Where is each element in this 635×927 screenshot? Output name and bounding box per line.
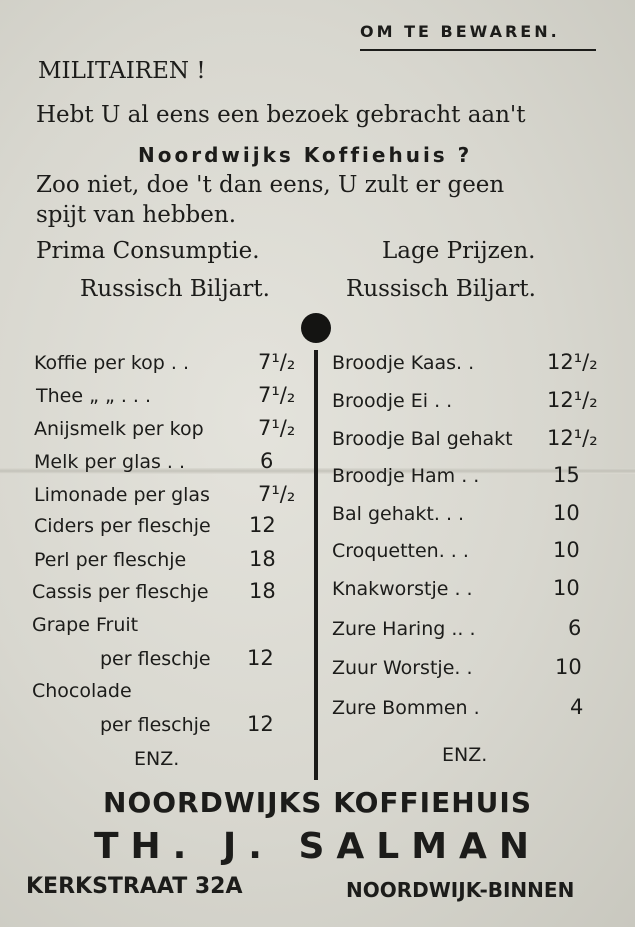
menu-item-name: Melk per glas . .	[34, 451, 186, 473]
header-rule	[360, 49, 596, 51]
menu-item-name: Thee „ „ . . .	[36, 385, 152, 407]
menu-item-name: Perl per fleschje	[34, 549, 187, 571]
menu-item-price: 18	[249, 579, 276, 603]
feature-prima: Prima Consumptie.	[36, 238, 260, 264]
feature-biljart-right: Russisch Biljart.	[346, 276, 536, 302]
menu-item-name: Broodje Bal gehakt	[332, 428, 513, 450]
menu-item-name: Zuur Worstje. .	[332, 657, 473, 679]
menu-item-name: Chocolade	[32, 680, 132, 702]
menu-item-price: 6	[568, 616, 582, 640]
feature-prijzen: Lage Prijzen.	[382, 238, 536, 264]
menu-item-name: Ciders per fleschje	[34, 515, 211, 537]
footer-address: KERKSTRAAT 32A	[26, 874, 243, 899]
menu-item-name: Grape Fruit	[32, 614, 139, 636]
menu-item-name: Knakworstje . .	[332, 578, 473, 600]
footer-business-name: NOORDWIJKS KOFFIEHUIS	[103, 786, 532, 819]
footer-town: NOORDWIJK-BINNEN	[346, 878, 575, 902]
left-enz: ENZ.	[134, 748, 180, 770]
right-enz: ENZ.	[442, 744, 488, 766]
menu-item-price: 10	[553, 576, 580, 600]
menu-item-price: 7¹/₂	[258, 350, 296, 374]
menu-item-price: 4	[570, 695, 584, 719]
menu-item-price: 18	[249, 547, 276, 571]
menu-item-price: 7¹/₂	[258, 383, 296, 407]
menu-item-price: 15	[553, 463, 580, 487]
menu-item-price: 7¹/₂	[258, 482, 296, 506]
center-dot	[301, 313, 331, 343]
menu-item-name: Croquetten. . .	[332, 540, 469, 562]
menu-item-price: 12¹/₂	[547, 388, 598, 412]
menu-item-name: Zure Bommen .	[332, 697, 480, 719]
intro-line-3: Zoo niet, doe 't dan eens, U zult er geen	[36, 172, 505, 198]
header-label: OM TE BEWAREN.	[360, 22, 560, 41]
menu-item-price: 12	[249, 513, 276, 537]
menu-item-name: Cassis per fleschje	[32, 581, 209, 603]
greeting: MILITAIREN !	[38, 58, 206, 84]
menu-item-name: Zure Haring .. .	[332, 618, 476, 640]
footer-owner: TH. J. SALMAN	[93, 826, 542, 867]
menu-item-name: per fleschje	[100, 714, 211, 736]
feature-biljart-left: Russisch Biljart.	[80, 276, 270, 302]
menu-item-name: Broodje Ei . .	[332, 390, 453, 412]
menu-item-name: Broodje Ham . .	[332, 465, 480, 487]
menu-item-price: 12¹/₂	[547, 426, 598, 450]
menu-item-price: 12	[247, 646, 274, 670]
menu-item-price: 10	[555, 655, 582, 679]
menu-item-name: Anijsmelk per kop	[34, 418, 204, 440]
menu-item-price: 10	[553, 501, 580, 525]
menu-item-name: per fleschje	[100, 648, 211, 670]
menu-item-name: Bal gehakt. . .	[332, 503, 465, 525]
menu-item-name: Koffie per kop . .	[34, 352, 190, 374]
menu-item-price: 7¹/₂	[258, 416, 296, 440]
intro-line-1: Hebt U al eens een bezoek gebracht aan't	[36, 102, 526, 128]
intro-line-4: spijt van hebben.	[36, 202, 237, 228]
column-divider	[314, 350, 318, 780]
menu-item-price: 12¹/₂	[547, 350, 598, 374]
menu-item-name: Broodje Kaas. .	[332, 352, 475, 374]
coffeehouse-title: Noordwijks Koffiehuis ?	[138, 143, 473, 167]
menu-item-price: 10	[553, 538, 580, 562]
menu-item-price: 6	[260, 449, 274, 473]
menu-item-price: 12	[247, 712, 274, 736]
menu-item-name: Limonade per glas	[34, 484, 210, 506]
